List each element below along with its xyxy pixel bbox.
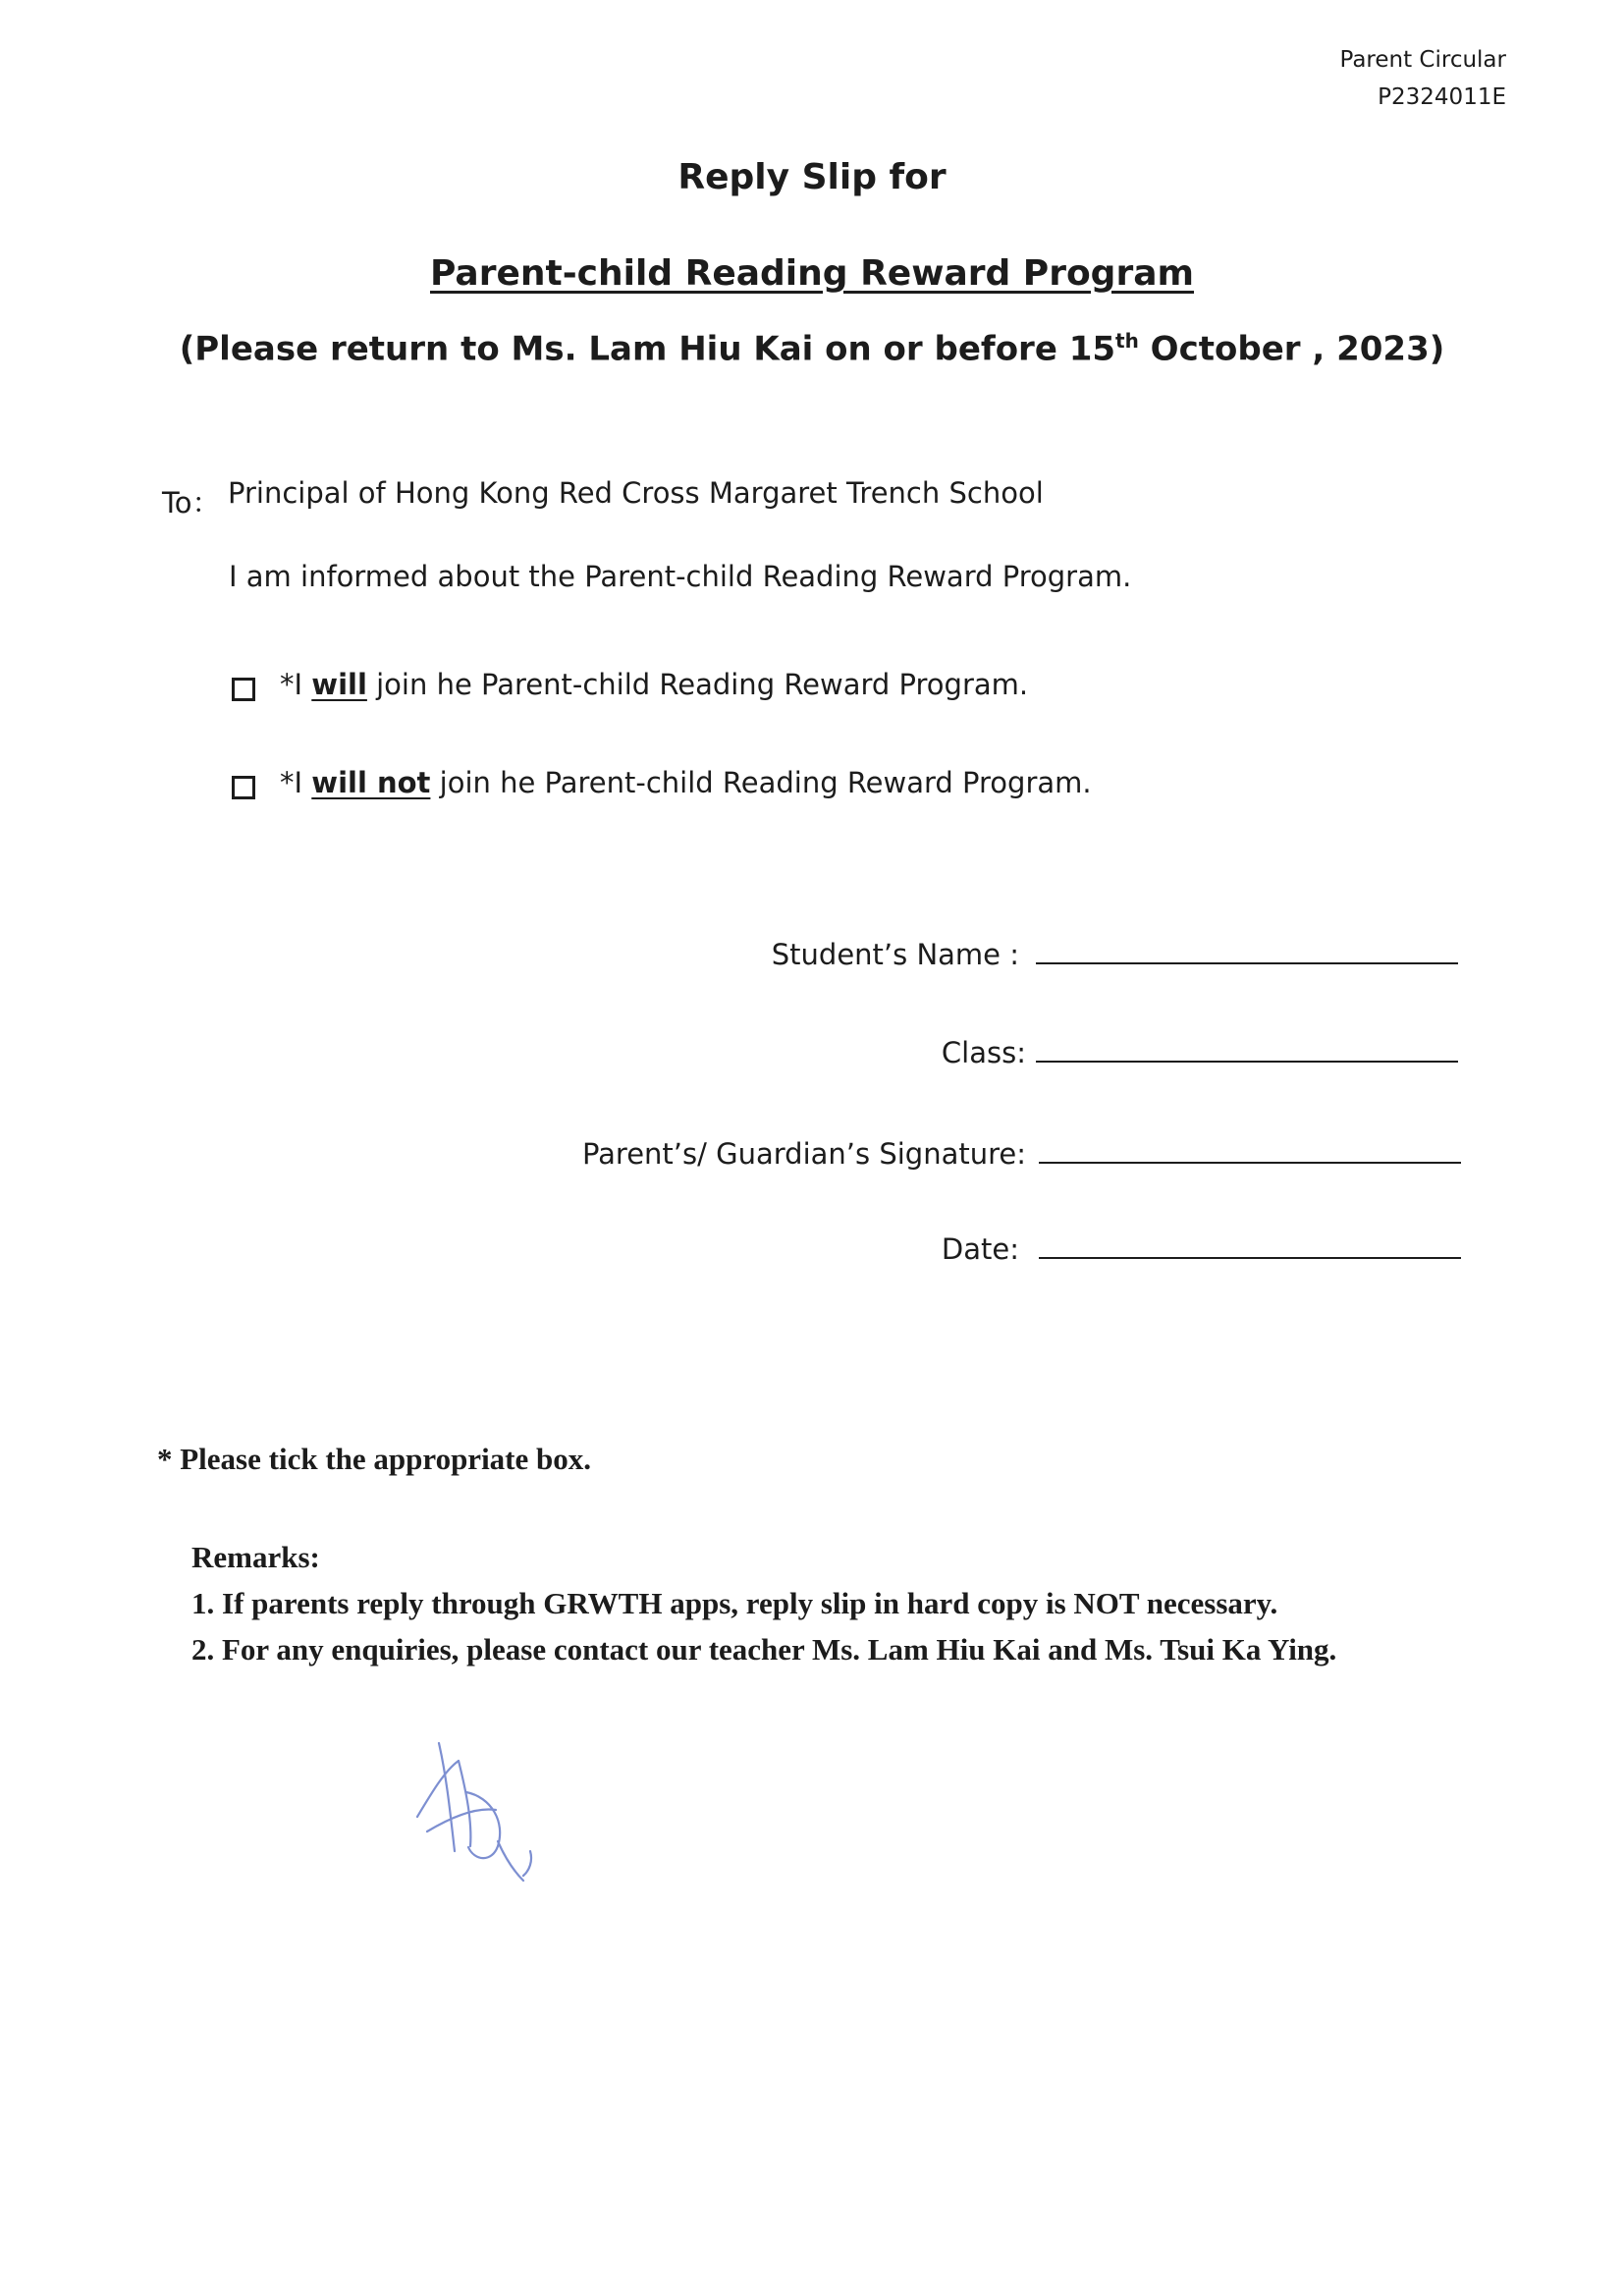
tick-note: * Please tick the appropriate box. [157,1442,592,1476]
remarks-heading: Remarks: [191,1540,320,1574]
class-label: Class: [941,1036,1026,1069]
circular-label: Parent Circular [1339,47,1506,73]
circular-code: P2324011E [1378,84,1506,110]
option-will-not-join: *I will not join he Parent-child Reading Reward Program. [280,766,1092,799]
title-reply-slip: Reply Slip for [677,157,947,197]
student-name-label: Student’s Name : [771,938,1019,971]
to-label: To： [162,486,221,519]
checkbox-will-join[interactable] [232,678,255,701]
checkbox-will-not-join[interactable] [232,776,255,799]
guardian-signature-field[interactable] [1039,1162,1461,1164]
to-recipient: Principal of Hong Kong Red Cross Margaret Trench School [228,476,1044,510]
remark-item: 2. For any enquiries, please contact our teacher Ms. Lam Hiu Kai and Ms. Tsui Ka Ying. [191,1632,1337,1667]
option-will-join: *I will join he Parent-child Reading Reward Program. [280,668,1029,701]
statement-text: I am informed about the Parent-child Reading Reward Program. [229,560,1132,593]
remark-item: 1. If parents reply through GRWTH apps, reply slip in hard copy is NOT necessary. [191,1586,1278,1620]
class-field[interactable] [1036,1061,1458,1063]
title-program: Parent-child Reading Reward Program [429,253,1195,294]
student-name-field[interactable] [1036,962,1458,964]
handwritten-signature [407,1723,555,1890]
date-label: Date: [941,1232,1019,1266]
date-field[interactable] [1039,1257,1461,1259]
guardian-signature-label: Parent’s/ Guardian’s Signature: [581,1137,1026,1171]
return-instruction: (Please return to Ms. Lam Hiu Kai on or before 15th October , 2023) [179,329,1445,369]
